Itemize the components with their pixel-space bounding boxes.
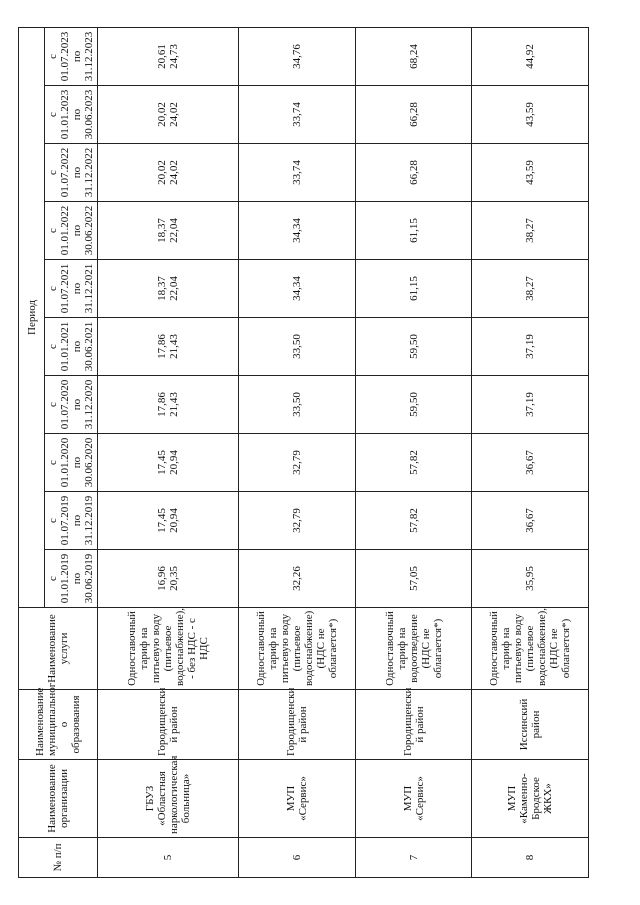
table-row: [355, 27, 472, 877]
tariff-value-cell: [472, 202, 589, 260]
tariff-value-cell: [98, 434, 239, 492]
tariff-value: 34,76: [290, 44, 303, 69]
period-header-cell: с 01.07.2021 по 31.12.2021: [45, 260, 98, 318]
tariff-value-cell: [239, 550, 356, 608]
tariff-value: 43,59: [524, 160, 537, 185]
tariff-value-cell: [355, 376, 472, 434]
tariff-value-cell: [98, 202, 239, 260]
tariff-value: 38,27: [524, 276, 537, 301]
tariff-value: 32,79: [290, 508, 303, 533]
tariff-value: 61,15: [407, 218, 420, 243]
row-num-cell: 5: [98, 838, 239, 878]
tariff-value: 22,04: [168, 218, 181, 243]
tariff-value: 21,43: [168, 334, 181, 359]
tariff-value-cell: [472, 492, 589, 550]
tariff-value: 66,28: [407, 102, 420, 127]
tariff-value-cell: [472, 86, 589, 144]
tariff-value-cell: [98, 260, 239, 318]
tariff-value-cell: [472, 376, 589, 434]
tariff-value: 44,92: [524, 44, 537, 69]
tariff-value-cell: [472, 27, 589, 85]
tariff-value: 57,82: [407, 450, 420, 475]
period-header-cell: с 01.01.2022 по 30.06.2022: [45, 202, 98, 260]
tariff-value: 35,95: [524, 566, 537, 591]
row-num-cell: 6: [239, 838, 356, 878]
municipality-cell: Иссинский район: [472, 690, 589, 760]
service-cell: Одноставочный тариф на питьевую воду (питьевое водоснабжение) (НДС не облагается*): [239, 608, 356, 690]
tariff-value-cell: [239, 434, 356, 492]
period-header-cell: с 01.07.2022 по 31.12.2022: [45, 144, 98, 202]
tariff-value: 34,34: [290, 218, 303, 243]
tariff-value: 20,61: [156, 44, 169, 69]
header-service: Наименование услуги: [19, 608, 98, 690]
tariff-value-cell: [98, 318, 239, 376]
tariff-value: 59,50: [407, 334, 420, 359]
tariff-value-cell: [239, 492, 356, 550]
tariff-value: 17,45: [156, 508, 169, 533]
service-cell: Одноставочный тариф на питьевую воду (питьевое водоснабжение), - без НДС - с НДС: [98, 608, 239, 690]
tariff-value: 33,50: [290, 392, 303, 417]
tariff-value: 68,24: [407, 44, 420, 69]
tariff-value-cell: [355, 260, 472, 318]
municipality-cell: Городищенски й район: [98, 690, 239, 760]
tariff-value: 17,86: [156, 334, 169, 359]
tariff-value: 33,74: [290, 160, 303, 185]
table-row: [239, 27, 356, 877]
municipality-cell: Городищенски й район: [355, 690, 472, 760]
tariff-value: 32,26: [290, 566, 303, 591]
tariff-value: 17,86: [156, 392, 169, 417]
tariff-value-cell: [355, 550, 472, 608]
tariff-value: 24,02: [168, 102, 181, 127]
tariff-value: 32,79: [290, 450, 303, 475]
header-organization: Наименование организации: [19, 760, 98, 838]
row-num-cell: 7: [355, 838, 472, 878]
tariff-value-cell: [98, 376, 239, 434]
tariff-value: 33,50: [290, 334, 303, 359]
tariff-value-cell: [472, 434, 589, 492]
tariff-value: 57,82: [407, 508, 420, 533]
tariff-value-cell: [239, 86, 356, 144]
organization-cell: МУП «Сервис»: [239, 760, 356, 838]
tariff-value-cell: [239, 260, 356, 318]
tariff-table: [18, 27, 589, 878]
tariff-value-cell: [98, 550, 239, 608]
tariff-value: 20,35: [168, 566, 181, 591]
tariff-value-cell: [98, 86, 239, 144]
tariff-value-cell: [355, 86, 472, 144]
tariff-value-cell: [239, 144, 356, 202]
tariff-value: 17,45: [156, 450, 169, 475]
tariff-value-cell: [355, 202, 472, 260]
tariff-value: 43,59: [524, 102, 537, 127]
service-cell: Одноставочный тариф на питьевую воду (питьевое водоснабжение), (НДС не облагается*): [472, 608, 589, 690]
tariff-value: 20,02: [156, 102, 169, 127]
tariff-value-cell: [472, 144, 589, 202]
tariff-value-cell: [355, 434, 472, 492]
period-header-cell: с 01.07.2020 по 31.12.2020: [45, 376, 98, 434]
table-body: [98, 27, 589, 877]
tariff-value-cell: [472, 260, 589, 318]
tariff-value-cell: [239, 376, 356, 434]
tariff-value-cell: [98, 492, 239, 550]
period-header-cell: с 01.01.2020 по 30.06.2020: [45, 434, 98, 492]
tariff-value: 22,04: [168, 276, 181, 301]
tariff-value: 66,28: [407, 160, 420, 185]
period-header-cell: с 01.07.2023 по 31.12.2023: [45, 27, 98, 85]
tariff-value-cell: [355, 318, 472, 376]
period-header-cell: с 01.07.2019 по 31.12.2019: [45, 492, 98, 550]
tariff-value-cell: [472, 318, 589, 376]
tariff-value: 37,19: [524, 392, 537, 417]
tariff-value-cell: [239, 27, 356, 85]
tariff-value: 37,19: [524, 334, 537, 359]
tariff-value: 38,27: [524, 218, 537, 243]
header-municipality: Наименование муниципальног о образования: [19, 690, 98, 760]
organization-cell: МУП «Сервис»: [355, 760, 472, 838]
tariff-value: 20,94: [168, 450, 181, 475]
tariff-value: 20,02: [156, 160, 169, 185]
tariff-value: 21,43: [168, 392, 181, 417]
tariff-value: 18,37: [156, 218, 169, 243]
header-num: № п/п: [19, 838, 98, 878]
tariff-value: 24,02: [168, 160, 181, 185]
tariff-value-cell: [239, 318, 356, 376]
table-row: [98, 27, 239, 877]
tariff-value: 16,96: [156, 566, 169, 591]
rotated-tariff-table: [18, 30, 589, 878]
tariff-value: 59,50: [407, 392, 420, 417]
tariff-value-cell: [355, 492, 472, 550]
tariff-value: 33,74: [290, 102, 303, 127]
header-period: Период: [19, 27, 45, 607]
period-header-cell: с 01.01.2021 по 30.06.2021: [45, 318, 98, 376]
tariff-value: 61,15: [407, 276, 420, 301]
tariff-value-cell: [239, 202, 356, 260]
municipality-cell: Городищенски й район: [239, 690, 356, 760]
organization-cell: ГБУЗ «Областная наркологическая больница»: [98, 760, 239, 838]
period-header-cell: с 01.01.2023 по 30.06.2023: [45, 86, 98, 144]
organization-cell: МУП «Каменно-Бродское ЖКХ»: [472, 760, 589, 838]
tariff-value-cell: [98, 144, 239, 202]
tariff-value: 20,94: [168, 508, 181, 533]
service-cell: Одноставочный тариф на водоотведение (НДС не облагается*): [355, 608, 472, 690]
row-num-cell: 8: [472, 838, 589, 878]
tariff-value: 24,73: [168, 44, 181, 69]
period-header-cell: с 01.01.2019 по 30.06.2019: [45, 550, 98, 608]
tariff-value-cell: [355, 27, 472, 85]
table-row: [472, 27, 589, 877]
tariff-value-cell: [472, 550, 589, 608]
tariff-value: 18,37: [156, 276, 169, 301]
tariff-value: 36,67: [524, 508, 537, 533]
tariff-value: 34,34: [290, 276, 303, 301]
tariff-value-cell: [355, 144, 472, 202]
tariff-value-cell: [98, 27, 239, 85]
tariff-value: 57,05: [407, 566, 420, 591]
tariff-value: 36,67: [524, 450, 537, 475]
